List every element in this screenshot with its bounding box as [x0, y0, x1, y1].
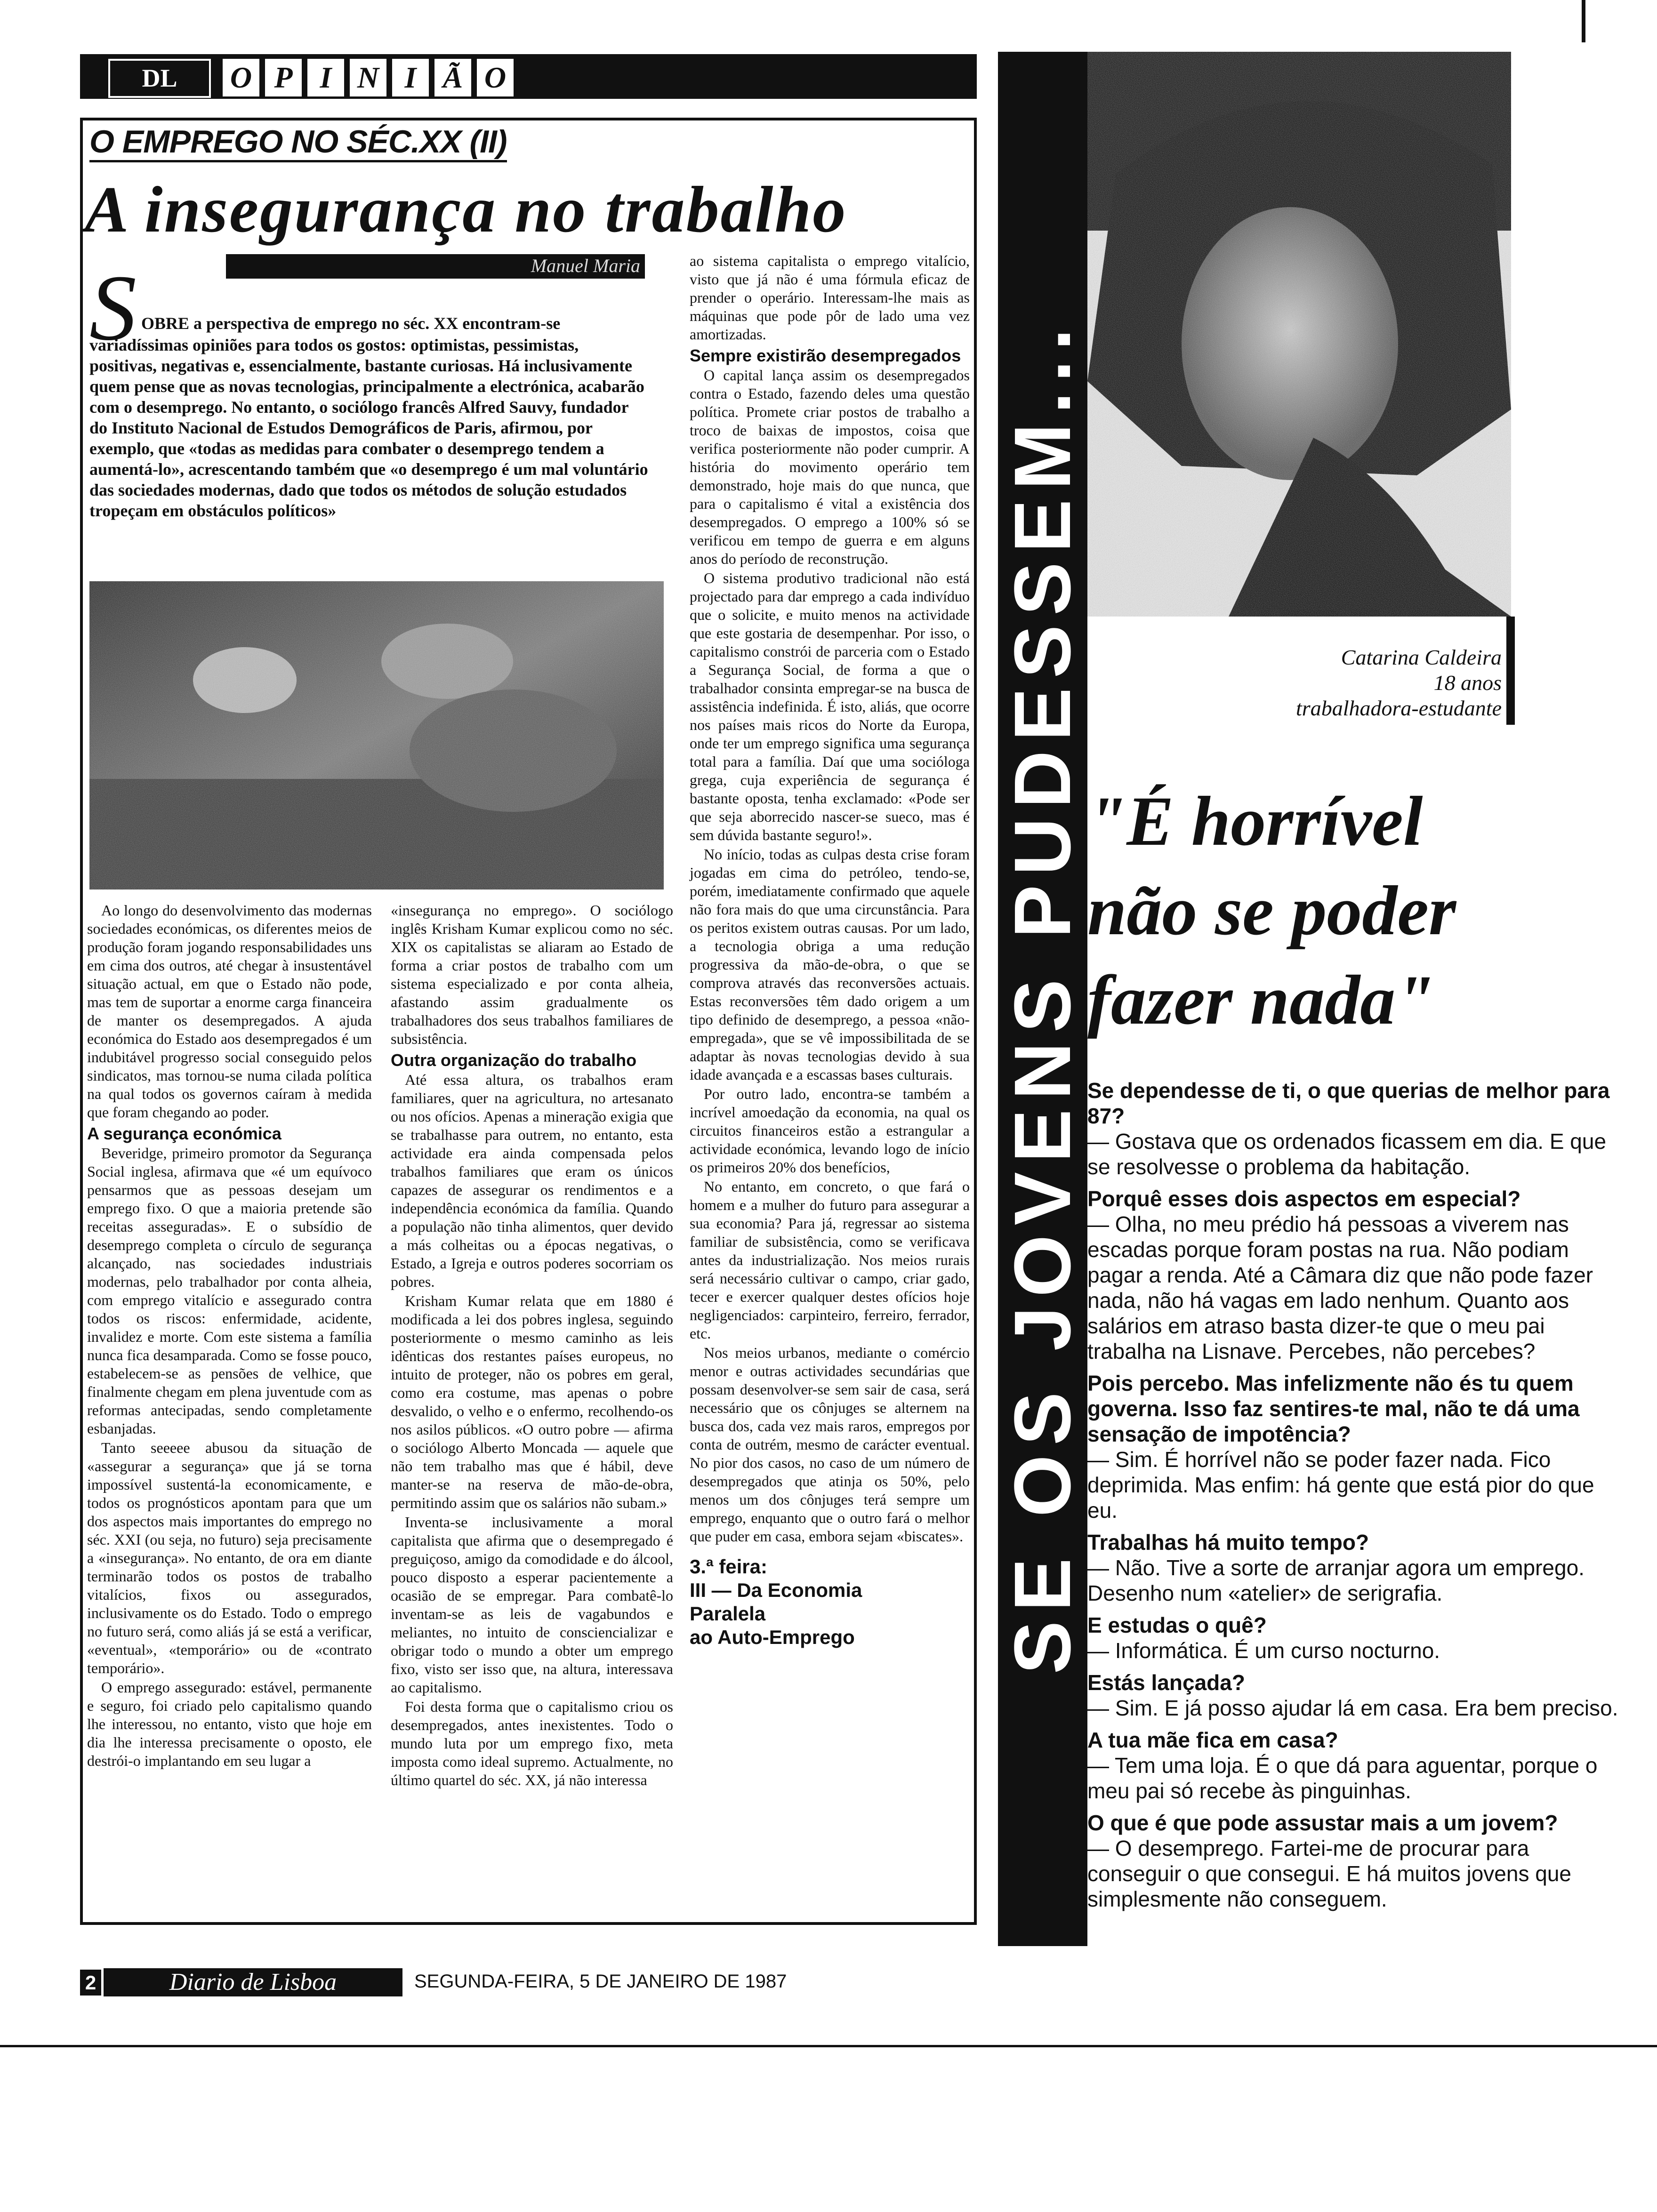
interview-question: Estás lançada? — [1087, 1670, 1245, 1695]
section-letter: O — [221, 57, 261, 98]
coda-line: 3.ª feira: — [690, 1555, 767, 1578]
interview-question: Se dependesse de ti, o que querias de melhor para 87? — [1087, 1078, 1610, 1128]
byline: Manuel Maria — [531, 255, 640, 276]
photo-caption — [1224, 645, 1502, 721]
drop-cap: S — [89, 256, 137, 360]
pull-quote — [1087, 777, 1629, 1045]
caption-role: trabalhadora-estudante — [1296, 696, 1502, 720]
body-paragraph: No entanto, em concreto, o que fará o homem e a mulher do futuro para assegurar a sua economia? Para já, regressar ao sistema familiar de subsistência, como se verificava antes da industrialização. Nos meios rurais será necessário cultivar o campo, criar gado, tecer e exercer qualquer destes ofícios hoje negligenciados: carpinteiro, ferreiro, ferrador, etc. — [690, 1178, 970, 1342]
body-column-3 — [690, 252, 970, 1649]
section-letter: N — [348, 57, 388, 98]
section-bar — [80, 54, 977, 99]
interview-question: Trabalhas há muito tempo? — [1087, 1530, 1369, 1555]
body-column-2 — [391, 901, 673, 1790]
caption-name: Catarina Caldeira — [1341, 645, 1502, 669]
article-kicker: O EMPREGO NO SÉC.XX (II) — [89, 123, 507, 162]
caption-bar — [1506, 617, 1515, 725]
interview-answer: — Sim. E já posso ajudar lá em casa. Era bem preciso. — [1087, 1696, 1618, 1720]
interview-answer: — Não. Tive a sorte de arranjar agora um emprego. Desenho num «atelier» de serigrafia. — [1087, 1555, 1585, 1605]
body-paragraph: Tanto seeeee abusou da situação de «assegurar a segurança» que já se torna impossível sustentá-la economicamente, e todos os prognósticos apontam para que um dos aspectos mais importantes do emprego no séc. XXI (ou seja, no futuro) seja precisamente a «insegurança». No entanto, de ora em diante terminarão todos os postos de trabalho vitalícios, fixos ou assegurados, inclusivamente os do Estado. Todo o emprego no futuro será, como aliás já se está a verificar, «eventual», «temporário» ou de «contrato temporário». — [87, 1439, 372, 1676]
page-number: 2 — [80, 1970, 101, 1996]
body-paragraph: Krisham Kumar relata que em 1880 é modificada a lei dos pobres inglesa, seguindo posteriormente o mesmo caminho as leis idênticas dos restantes países europeus, no intuito de proteger, não os pobres em geral, como era costume, mas apenas o pobre desvalido, o velho e o enfermo, recolhendo-os nos asilos públicos. «O outro pobre — afirma o sociólogo Alberto Moncada — aquele que não tem trabalho mas que é hábil, deve manter-se na reserva de mão-de-obra, permitindo assim que os salários não subam.» — [391, 1292, 673, 1511]
edge-rule — [1582, 0, 1585, 42]
body-paragraph: O capital lança assim os desempregados contra o Estado, fazendo deles uma questão política. Promete criar postos de trabalho a troco de baixas de impostos, coisa que verifica posteriormente não poder cumprir. A história do movimento operário tem demonstrado, hoje mais do que nunca, que para o capitalismo é vital a existência dos desempregados. O emprego a 100% só se verificou em tempo de guerra e em alguns anos do período de reconstrução. — [690, 367, 970, 567]
interview-answer: — O desemprego. Fartei-me de procurar para conseguir o que consegui. E há muitos jovens que simplesmente não conseguem. — [1087, 1836, 1571, 1911]
body-paragraph: No início, todas as culpas desta crise foram jogadas em cima do petróleo, tendo-se, porém, imediatamente confirmado que aquele não fora mais do que uma circunstância. Para os peritos existem outras causas. Por um lado, a tecnologia obriga a uma redução progressiva da mão-de-obra, o que se comprova através das reconversões actuais. Estas reconversões têm dado origem a um tipo definido de desemprego, a pessoa «não-empregada», que se vê impossibilitada de se adaptar às novas tecnologias devido à sua idade avançada e a escassas bases culturais. — [690, 846, 970, 1083]
subhead: A segurança económica — [87, 1124, 282, 1143]
masthead: Diario de Lisboa — [104, 1968, 402, 1996]
caption-age: 18 anos — [1433, 671, 1502, 695]
lead-paragraph: variadíssimas opiniões para todos os gostos: optimistas, pessimistas, positivas, negativas e, essencialmente, bastante curiosas. Há inclusivamente quem pense que as novas tecnologias, principalmente a electrónica, acabarão com o desemprego. No entanto, o sociólogo francês Alfred Sauvy, fundador do Instituto Nacional de Estudos Demográficos de Paris, afirmou, por exemplo, que «todas as medidas para combater o desemprego tendem a aumentá-lo», acrescentando também que «o desemprego é um mal voluntário das sociedades modernas, dado que todos os métodos de solução estudados tropeçam em obstáculos políticos» — [89, 336, 648, 520]
section-letter: O — [475, 57, 515, 98]
body-paragraph: Foi desta forma que o capitalismo criou os desempregados, antes inexistentes. Todo o mundo luta por um emprego fixo, meta imposta como ideal supremo. Actualmente, no último quartel do séc. XX, já não interessa — [391, 1698, 673, 1788]
body-paragraph: Por outro lado, encontra-se também a incrível amoedação da economia, na qual os circuitos financeiros estão a estrangular a actividade económica, levando logo de início os primeiros 20% dos benefícios, — [690, 1085, 970, 1176]
interview-answer: — Olha, no meu prédio há pessoas a viverem nas escadas porque foram postas na rua. Não podiam pagar a renda. Até a Câmara diz que não pode fazer nada, não há vagas em lado nenhum. Quanto aos salários em atraso basta dizer-te que o meu pai trabalha na Lisnave. Percebes, não percebes? — [1087, 1212, 1593, 1363]
vertical-title: SE OS JOVENS PUDESSEM... — [998, 319, 1087, 1675]
article-headline: A insegurança no trabalho — [85, 173, 847, 246]
lead-first-line: OBRE a perspectiva de emprego no séc. XX encontram-se — [141, 314, 561, 333]
interview-answer: — Tem uma loja. É o que dá para aguentar, porque o meu pai só recebe às pinguinhas. — [1087, 1753, 1598, 1803]
interview — [1087, 1078, 1624, 1912]
subhead: Sempre existirão desempregados — [690, 346, 961, 365]
section-letter: I — [391, 57, 430, 98]
subhead: Outra organização do trabalho — [391, 1050, 637, 1070]
body-column-1 — [87, 901, 372, 1771]
section-letter: P — [264, 57, 303, 98]
body-paragraph: Nos meios urbanos, mediante o comércio menor e outras actividades secundárias que possam desenvolver-se sem sair de casa, será necessário que os cônjuges se alternem na busca dos, cada vez mais raros, empregos por conta de outrém, mesmo de carácter eventual. No pior dos casos, no caso de um número de desempregados que atinja os 50%, pelo menos um dos cônjuges terá sempre um emprego, enquanto que o outro fará o melhor que puder em casa, embora sejam «biscates». — [690, 1344, 970, 1545]
interview-question: Porquê esses dois aspectos em especial? — [1087, 1186, 1521, 1211]
interview-question: A tua mãe fica em casa? — [1087, 1728, 1338, 1752]
body-paragraph: «insegurança no emprego». O sociólogo inglês Krisham Kumar explicou como no séc. XIX os capitalistas se aliaram ao Estado de forma a criar postos de trabalho com um sistema especializado e por conta alheia, afastando assim gradualmente os trabalhadores dos seus trabalhos familiares de subsistência. — [391, 902, 673, 1047]
body-paragraph: O emprego assegurado: estável, permanente e seguro, foi criado pelo capitalismo quando lhe interessou, no entanto, visto que hoje em dia lhe interessa precisamente o oposto, ele destrói-o implantando em seu lugar a — [87, 1679, 372, 1769]
body-paragraph: Inventa-se inclusivamente a moral capitalista que afirma que o desempregado é preguiçoso, amigo da comodidade e do álcool, pouco disposto a esperar pacientemente a ocasião de se empregar. Para combatê-lo inventam-se as leis de vagabundos e meliantes, no intuito de consciencializar e obrigar todo o mundo a obter um emprego fixo, visto ser isso que, na altura, interessava ao capitalismo. — [391, 1514, 673, 1696]
interview-answer: — Gostava que os ordenados ficassem em dia. E que se resolvesse o problema da habitação. — [1087, 1129, 1607, 1179]
section-letter: Ã — [433, 57, 473, 98]
article-photo — [89, 581, 664, 890]
issue-date: SEGUNDA-FEIRA, 5 DE JANEIRO DE 1987 — [414, 1971, 787, 1992]
interview-question: O que é que pode assustar mais a um jovem? — [1087, 1811, 1558, 1835]
coda-line: ao Auto-Emprego — [690, 1626, 855, 1648]
quote-line-2: não se poder — [1087, 872, 1456, 950]
quote-line-3: fazer nada" — [1087, 961, 1435, 1039]
interview-question: E estudas o quê? — [1087, 1613, 1267, 1637]
body-paragraph: O sistema produtivo tradicional não está projectado para dar emprego a cada indivíduo que o solicite, e muito menos na actividade que este gostaria de desempenhar. Por isso, o capitalismo constrói de parceria com o Estado a Segurança Social, de forma a que o trabalhador consinta empregar-se na busca de assistência indefinida. É isto, aliás, que ocorre nos países mais ricos do Norte da Europa, onde ter um emprego significa uma segurança total para a família. Daí que uma socióloga grega, cuja experiência de segurança é bastante oposta, tenha exclamado: «Pode ser que seja aborrecido nascer-se sueco, mas é sem dúvida bastante seguro!». — [690, 569, 970, 843]
section-letter: I — [306, 57, 346, 98]
coda-line: Paralela — [690, 1603, 766, 1625]
body-paragraph: Ao longo do desenvolvimento das modernas sociedades económicas, os diferentes meios de produção foram jogando responsabilidades uns em cima dos outros, até chegar à insustentável situação actual, em que o Estado não pode, mas tem de suportar a enorme carga financeira de manter os desempregados. A ajuda económica do Estado aos desempregados é um indubitável progresso social conseguido pelos sindicatos, mas tornou-se numa cilada política na qual todos os governos caíram à medida que foram chegando ao poder. — [87, 902, 372, 1121]
next-installment — [690, 1555, 970, 1649]
bottom-rule — [0, 2045, 1657, 2047]
coda-line: III — Da Economia — [690, 1579, 862, 1601]
interview-answer: — Sim. É horrível não se poder fazer nada. Fico deprimida. Mas enfim: há gente que está pior do que eu. — [1087, 1447, 1594, 1523]
interview-question: Pois percebo. Mas infelizmente não és tu quem governa. Isso faz sentires-te mal, não te dá uma sensação de impotência? — [1087, 1371, 1580, 1446]
body-paragraph: Beveridge, primeiro promotor da Segurança Social inglesa, afirmava que «é um equívoco pensarmos que as pessoas desejam um emprego fixo. O que a maioria pretende são receitas asseguradas». E o subsídio de desemprego completa o círculo de segurança alcançado, nas sociedades industriais modernas, pelo trabalhador por conta alheia, com emprego vitalício e assegurado contra todos os riscos: enfermidade, acidente, invalidez e morte. Com este sistema a família nunca fica desamparada. Como se fosse pouco, estabelecem-se as pensões de velhice, que finalmente chegam em plena juventude com as reformas antecipadas, sendo completamente esbanjadas. — [87, 1145, 372, 1437]
interview-answer: — Informática. É um curso nocturno. — [1087, 1638, 1440, 1663]
portrait-photo — [1087, 52, 1511, 617]
body-paragraph: ao sistema capitalista o emprego vitalício, visto que já não é uma fórmula eficaz de prender o operário. Interessam-lhe mais as máquinas que pode pôr de lado uma vez amortizadas. — [690, 252, 970, 343]
section-logo: DL — [108, 59, 211, 98]
section-title — [221, 57, 515, 98]
quote-line-1: "É horrível — [1087, 782, 1423, 860]
body-paragraph: Até essa altura, os trabalhos eram familiares, quer na agricultura, no artesanato ou nos ofícios. Apenas a mineração exigia que se trabalhasse para outrem, no entanto, esta actividade era ainda compensada pelos trabalhos familiares que eram os únicos capazes de assegurar os rendimentos e a independência económica da família. Quando a população não tinha alimentos, quer devido a más colheitas ou a épocas negativas, o Estado, a Igreja e outros poderes socorriam os pobres. — [391, 1071, 673, 1290]
